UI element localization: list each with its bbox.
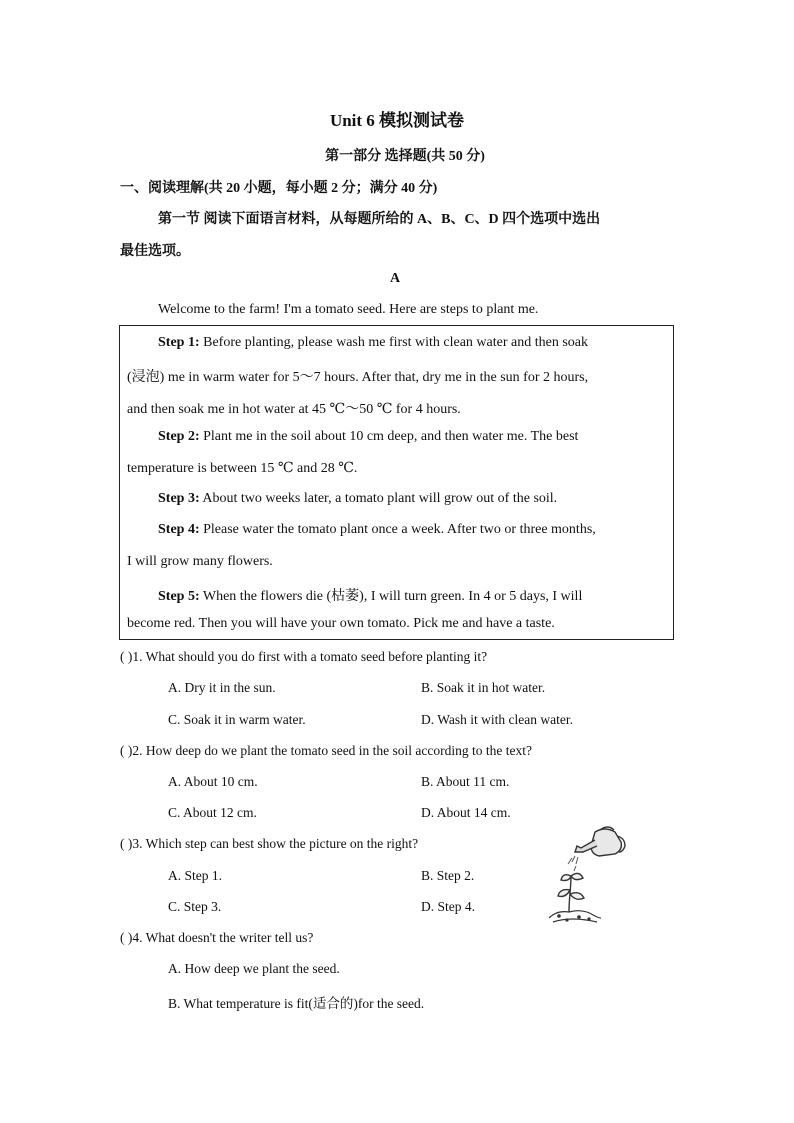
step-2-label: Step 2: <box>158 429 200 444</box>
step-1-label: Step 1: <box>158 335 200 350</box>
instruction-line-1: 第一节 阅读下面语言材料，从每题所给的 A、B、C、D 四个选项中选出 <box>158 212 601 227</box>
step-4-label: Step 4: <box>158 522 200 537</box>
question-2-option-b[interactable]: B. About 11 cm. <box>421 774 510 789</box>
step-5-line-1 <box>158 585 582 605</box>
question-3-option-d[interactable]: D. Step 4. <box>421 899 475 914</box>
step-1-line-1 <box>158 335 588 351</box>
step-4-text: Please water the tomato plant once a week. After two or three months, <box>203 522 596 537</box>
question-3-stem: ( )3. Which step can best show the picture on the right? <box>120 836 419 851</box>
question-2-option-c[interactable]: C. About 12 cm. <box>168 805 257 820</box>
step-2-text: Plant me in the soil about 10 cm deep, and then water me. The best <box>203 429 579 444</box>
question-1-option-b[interactable]: B. Soak it in hot water. <box>421 680 546 695</box>
step-5-text: When the flowers die (枯萎), I will turn green. In 4 or 5 days, I will <box>202 589 583 604</box>
question-1-option-d[interactable]: D. Wash it with clean water. <box>421 712 574 727</box>
step-3-line-1 <box>158 491 557 507</box>
question-4-option-b[interactable]: B. What temperature is fit(适合的)for the seed. <box>168 996 425 1011</box>
question-1-stem: ( )1. What should you do first with a tomato seed before planting it? <box>120 649 488 664</box>
question-1-option-a[interactable]: A. Dry it in the sun. <box>168 680 276 695</box>
water-drops-icon <box>568 856 578 871</box>
part-heading: 第一部分 选择题(共 50 分) <box>325 149 485 164</box>
question-3-option-a[interactable]: A. Step 1. <box>168 868 222 883</box>
instruction-line-2: 最佳选项。 <box>120 244 190 259</box>
step-2-line-2: temperature is between 15 ℃ and 28 ℃. <box>127 461 358 476</box>
step-1-text: Before planting, please wash me first with clean water and then soak <box>203 335 588 350</box>
question-4-option-a[interactable]: A. How deep we plant the seed. <box>168 961 340 976</box>
question-4-stem: ( )4. What doesn't the writer tell us? <box>120 930 314 945</box>
passage-intro: Welcome to the farm! I'm a tomato seed. Here are steps to plant me. <box>158 302 539 317</box>
watering-can-icon <box>575 827 625 856</box>
section-heading: 一、阅读理解(共 20 小题，每小题 2 分；满分 40 分) <box>120 181 438 196</box>
page-title: Unit 6 模拟测试卷 <box>329 111 465 130</box>
question-3-option-b[interactable]: B. Step 2. <box>421 868 475 883</box>
watering-plant-picture <box>545 824 629 924</box>
question-2-option-a[interactable]: A. About 10 cm. <box>168 774 258 789</box>
step-5-line-2: become red. Then you will have your own tomato. Pick me and have a taste. <box>127 616 555 631</box>
question-1-option-c[interactable]: C. Soak it in warm water. <box>168 712 306 727</box>
question-2-option-d[interactable]: D. About 14 cm. <box>421 805 511 820</box>
seedling-icon <box>558 873 584 912</box>
step-1-line-2: (浸泡) me in warm water for 5～7 hours. After that, dry me in the sun for 2 hours, <box>127 370 589 385</box>
question-2-stem: ( )2. How deep do we plant the tomato seed in the soil according to the text? <box>120 743 533 758</box>
soil-icon <box>549 911 601 922</box>
step-3-label: Step 3: <box>158 491 200 506</box>
step-5-label: Step 5: <box>158 589 200 604</box>
question-3-option-c[interactable]: C. Step 3. <box>168 899 222 914</box>
step-4-line-1 <box>158 522 596 538</box>
step-3-text: About two weeks later, a tomato plant will grow out of the soil. <box>202 491 558 506</box>
step-2-line-1 <box>158 429 578 445</box>
passage-label: A <box>390 271 401 286</box>
step-1-line-3: and then soak me in hot water at 45 ℃～50 ℃ for 4 hours. <box>127 402 461 417</box>
step-4-line-2: I will grow many flowers. <box>127 554 273 569</box>
